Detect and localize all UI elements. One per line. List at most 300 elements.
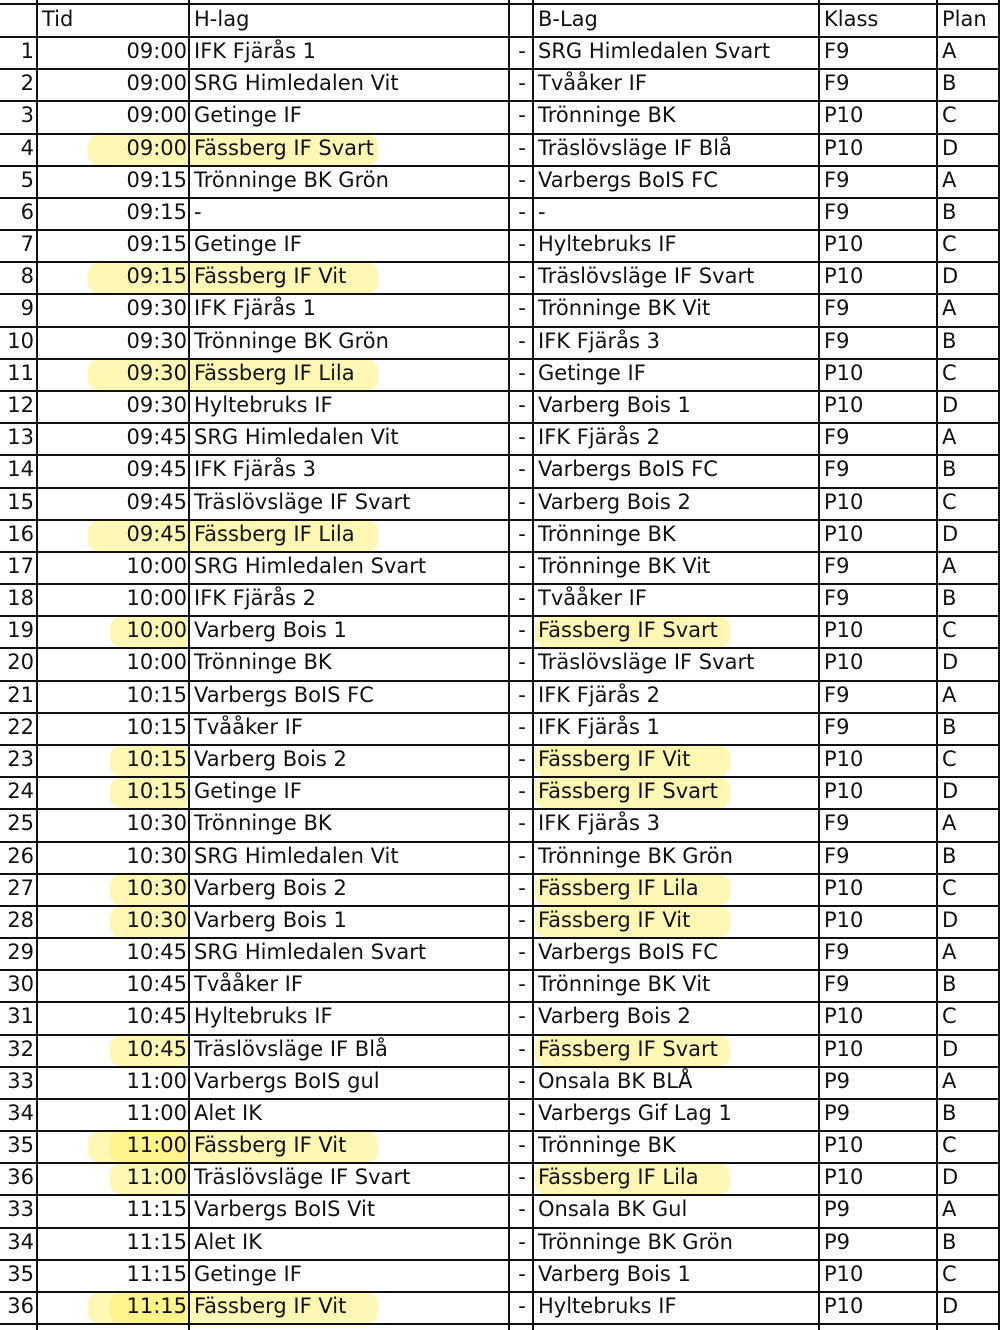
grid-row-line xyxy=(0,390,1000,392)
cell-tid: 10:15 xyxy=(126,746,187,771)
cell-plan: C xyxy=(942,746,957,771)
cell-blag: Varberg Bois 1 xyxy=(538,1261,691,1286)
cell-plan: C xyxy=(942,1133,957,1158)
cell-klass: P10 xyxy=(824,360,864,385)
cell-plan: B xyxy=(942,71,957,96)
cell-sep: - xyxy=(518,1100,526,1125)
cell-hlag: Fässberg IF Vit xyxy=(194,264,347,289)
cell-nr: 28 xyxy=(7,907,34,932)
cell-tid: 09:15 xyxy=(126,199,187,224)
cell-plan: D xyxy=(942,1165,959,1190)
cell-klass: P9 xyxy=(824,1100,851,1125)
cell-hlag: Getinge IF xyxy=(194,1261,302,1286)
cell-hlag: Alet IK xyxy=(194,1229,262,1254)
cell-blag: IFK Fjärås 3 xyxy=(538,811,660,836)
cell-blag: Varberg Bois 2 xyxy=(538,1004,691,1029)
cell-plan: C xyxy=(942,1004,957,1029)
cell-blag: Fässberg IF Svart xyxy=(538,1036,718,1061)
cell-tid: 09:15 xyxy=(126,232,187,257)
header-hlag: H-lag xyxy=(194,7,250,31)
cell-klass: P10 xyxy=(824,521,864,546)
cell-tid: 10:45 xyxy=(126,972,187,997)
cell-plan: A xyxy=(942,811,957,836)
header-klass: Klass xyxy=(824,7,879,31)
cell-klass: P10 xyxy=(824,135,864,160)
cell-nr: 22 xyxy=(7,714,34,739)
cell-nr: 3 xyxy=(20,103,34,128)
cell-klass: P10 xyxy=(824,489,864,514)
cell-sep: - xyxy=(518,972,526,997)
cell-tid: 11:15 xyxy=(126,1261,187,1286)
cell-tid: 09:15 xyxy=(126,264,187,289)
cell-hlag: Varbergs BoIS gul xyxy=(194,1068,380,1093)
cell-hlag: Trönninge BK xyxy=(194,650,332,675)
cell-hlag: Träslövsläge IF Blå xyxy=(194,1036,388,1061)
cell-tid: 11:00 xyxy=(126,1165,187,1190)
cell-nr: 5 xyxy=(20,167,34,192)
cell-hlag: Getinge IF xyxy=(194,103,302,128)
cell-nr: 34 xyxy=(7,1229,34,1254)
cell-hlag: Alet IK xyxy=(194,1100,262,1125)
cell-sep: - xyxy=(518,457,526,482)
cell-sep: - xyxy=(518,199,526,224)
grid-row-line xyxy=(0,3,1000,5)
cell-tid: 10:45 xyxy=(126,1036,187,1061)
cell-blag: IFK Fjärås 2 xyxy=(538,682,660,707)
cell-hlag: Fässberg IF Vit xyxy=(194,1294,347,1319)
cell-hlag: Getinge IF xyxy=(194,779,302,804)
cell-tid: 11:15 xyxy=(126,1294,187,1319)
cell-tid: 10:00 xyxy=(126,618,187,643)
cell-plan: C xyxy=(942,103,957,128)
cell-klass: F9 xyxy=(824,682,850,707)
cell-klass: F9 xyxy=(824,714,850,739)
cell-tid: 09:30 xyxy=(126,392,187,417)
cell-nr: 11 xyxy=(7,360,34,385)
cell-klass: P10 xyxy=(824,907,864,932)
cell-blag: Trönninge BK xyxy=(538,521,676,546)
cell-blag: Trönninge BK Vit xyxy=(538,553,711,578)
cell-sep: - xyxy=(518,264,526,289)
cell-plan: B xyxy=(942,199,957,224)
cell-tid: 10:30 xyxy=(126,843,187,868)
cell-sep: - xyxy=(518,296,526,321)
cell-blag: Fässberg IF Lila xyxy=(538,875,699,900)
cell-hlag: Trönninge BK xyxy=(194,811,332,836)
cell-plan: A xyxy=(942,425,957,450)
cell-tid: 10:30 xyxy=(126,875,187,900)
cell-klass: F9 xyxy=(824,296,850,321)
cell-sep: - xyxy=(518,746,526,771)
cell-blag: Varbergs BoIS FC xyxy=(538,167,718,192)
cell-blag: SRG Himledalen Svart xyxy=(538,39,771,63)
grid-row-line xyxy=(0,133,1000,135)
cell-sep: - xyxy=(518,1068,526,1093)
cell-sep: - xyxy=(518,875,526,900)
grid-row-line xyxy=(0,1227,1000,1229)
grid-row-line xyxy=(0,1001,1000,1003)
header-plan: Plan xyxy=(942,7,987,31)
cell-sep: - xyxy=(518,714,526,739)
cell-sep: - xyxy=(518,1197,526,1222)
cell-plan: B xyxy=(942,457,957,482)
cell-plan: C xyxy=(942,875,957,900)
cell-klass: F9 xyxy=(824,586,850,611)
cell-hlag: SRG Himledalen Vit xyxy=(194,425,399,450)
header-blag: B-Lag xyxy=(538,7,598,31)
grid-row-line xyxy=(0,1291,1000,1293)
cell-sep: - xyxy=(518,167,526,192)
cell-blag: Fässberg IF Vit xyxy=(538,907,691,932)
cell-blag: Hyltebruks IF xyxy=(538,1294,677,1319)
cell-plan: C xyxy=(942,360,957,385)
cell-blag: IFK Fjärås 1 xyxy=(538,714,660,739)
cell-tid: 09:45 xyxy=(126,457,187,482)
cell-plan: A xyxy=(942,553,957,578)
cell-blag: Trönninge BK Grön xyxy=(538,1229,733,1254)
cell-tid: 09:30 xyxy=(126,360,187,385)
cell-nr: 12 xyxy=(7,392,34,417)
grid-row-line xyxy=(0,1259,1000,1261)
grid-row-line xyxy=(0,744,1000,746)
cell-klass: P10 xyxy=(824,1036,864,1061)
cell-nr: 34 xyxy=(7,1100,34,1125)
cell-tid: 10:00 xyxy=(126,650,187,675)
cell-sep: - xyxy=(518,425,526,450)
cell-sep: - xyxy=(518,811,526,836)
cell-blag: Tvååker IF xyxy=(538,71,647,96)
cell-nr: 9 xyxy=(20,296,34,321)
grid-row-line xyxy=(0,1194,1000,1196)
grid-row-line xyxy=(0,519,1000,521)
grid-row-line xyxy=(0,1066,1000,1068)
grid-row-line xyxy=(0,422,1000,424)
cell-hlag: Trönninge BK Grön xyxy=(194,328,389,353)
cell-tid: 11:00 xyxy=(126,1133,187,1158)
cell-tid: 10:45 xyxy=(126,1004,187,1029)
cell-hlag: Varbergs BoIS FC xyxy=(194,682,374,707)
cell-sep: - xyxy=(518,328,526,353)
cell-klass: P10 xyxy=(824,746,864,771)
cell-hlag: - xyxy=(194,199,202,224)
cell-klass: F9 xyxy=(824,457,850,482)
cell-klass: F9 xyxy=(824,811,850,836)
cell-tid: 10:45 xyxy=(126,940,187,965)
cell-nr: 36 xyxy=(7,1165,34,1190)
grid-row-line xyxy=(0,229,1000,231)
cell-blag: - xyxy=(538,199,546,224)
cell-blag: Trönninge BK Grön xyxy=(538,843,733,868)
cell-hlag: Fässberg IF Vit xyxy=(194,1133,347,1158)
cell-tid: 09:00 xyxy=(126,135,187,160)
cell-blag: IFK Fjärås 3 xyxy=(538,328,660,353)
cell-sep: - xyxy=(518,1165,526,1190)
cell-hlag: Träslövsläge IF Svart xyxy=(194,1165,411,1190)
cell-plan: B xyxy=(942,1100,957,1125)
cell-klass: P10 xyxy=(824,103,864,128)
cell-klass: P10 xyxy=(824,650,864,675)
cell-blag: Trönninge BK xyxy=(538,103,676,128)
grid-row-line xyxy=(0,905,1000,907)
cell-hlag: Tvååker IF xyxy=(194,972,303,997)
grid-col-line xyxy=(936,0,938,1330)
cell-plan: B xyxy=(942,1229,957,1254)
header-sep xyxy=(510,4,534,36)
cell-plan: A xyxy=(942,39,957,63)
cell-tid: 10:15 xyxy=(126,714,187,739)
grid-row-line xyxy=(0,712,1000,714)
cell-blag: Fässberg IF Lila xyxy=(538,1165,699,1190)
cell-nr: 36 xyxy=(7,1294,34,1319)
cell-plan: D xyxy=(942,650,959,675)
cell-sep: - xyxy=(518,907,526,932)
cell-nr: 35 xyxy=(7,1261,34,1286)
cell-blag: Varbergs BoIS FC xyxy=(538,940,718,965)
cell-plan: B xyxy=(942,714,957,739)
cell-klass: P10 xyxy=(824,232,864,257)
cell-klass: P10 xyxy=(824,779,864,804)
cell-blag: Getinge IF xyxy=(538,360,646,385)
grid-row-line xyxy=(0,841,1000,843)
grid-row-line xyxy=(0,615,1000,617)
cell-plan: D xyxy=(942,392,959,417)
cell-klass: P10 xyxy=(824,875,864,900)
cell-plan: A xyxy=(942,167,957,192)
cell-blag: Hyltebruks IF xyxy=(538,232,677,257)
grid-row-line xyxy=(0,1034,1000,1036)
cell-plan: D xyxy=(942,135,959,160)
cell-nr: 24 xyxy=(7,779,34,804)
cell-sep: - xyxy=(518,521,526,546)
cell-hlag: IFK Fjärås 1 xyxy=(194,39,316,63)
cell-klass: F9 xyxy=(824,39,850,63)
header-nr xyxy=(0,4,38,36)
cell-sep: - xyxy=(518,779,526,804)
cell-tid: 09:30 xyxy=(126,328,187,353)
cell-tid: 09:00 xyxy=(126,103,187,128)
cell-tid: 10:15 xyxy=(126,682,187,707)
grid-row-line xyxy=(0,326,1000,328)
cell-sep: - xyxy=(518,1036,526,1061)
cell-nr: 30 xyxy=(7,972,34,997)
cell-hlag: SRG Himledalen Vit xyxy=(194,71,399,96)
cell-blag: Trönninge BK Vit xyxy=(538,972,711,997)
grid-col-line xyxy=(532,0,534,1330)
cell-tid: 11:15 xyxy=(126,1229,187,1254)
cell-tid: 10:15 xyxy=(126,779,187,804)
cell-tid: 11:00 xyxy=(126,1068,187,1093)
cell-klass: P10 xyxy=(824,1133,864,1158)
cell-nr: 25 xyxy=(7,811,34,836)
header-tid: Tid xyxy=(42,7,74,31)
cell-klass: P10 xyxy=(824,1294,864,1319)
cell-klass: F9 xyxy=(824,328,850,353)
cell-klass: P9 xyxy=(824,1068,851,1093)
grid-row-line xyxy=(0,1323,1000,1325)
cell-klass: P10 xyxy=(824,618,864,643)
cell-blag: Trönninge BK Vit xyxy=(538,296,711,321)
cell-nr: 31 xyxy=(7,1004,34,1029)
cell-blag: Träslövsläge IF Svart xyxy=(538,650,755,675)
cell-hlag: Fässberg IF Svart xyxy=(194,135,374,160)
cell-plan: C xyxy=(942,489,957,514)
cell-hlag: IFK Fjärås 3 xyxy=(194,457,316,482)
cell-hlag: Varberg Bois 1 xyxy=(194,618,347,643)
grid-row-line xyxy=(0,165,1000,167)
cell-plan: A xyxy=(942,296,957,321)
cell-klass: F9 xyxy=(824,553,850,578)
grid-row-line xyxy=(0,100,1000,102)
grid-row-line xyxy=(0,487,1000,489)
grid-col-line xyxy=(818,0,820,1330)
cell-plan: D xyxy=(942,907,959,932)
grid-row-line xyxy=(0,36,1000,38)
cell-plan: D xyxy=(942,264,959,289)
cell-tid: 09:45 xyxy=(126,489,187,514)
cell-nr: 23 xyxy=(7,746,34,771)
cell-sep: - xyxy=(518,553,526,578)
cell-nr: 32 xyxy=(7,1036,34,1061)
cell-sep: - xyxy=(518,1004,526,1029)
cell-klass: F9 xyxy=(824,425,850,450)
cell-tid: 10:30 xyxy=(126,907,187,932)
grid-row-line xyxy=(0,647,1000,649)
cell-klass: F9 xyxy=(824,972,850,997)
grid-row-line xyxy=(0,454,1000,456)
cell-nr: 7 xyxy=(20,232,34,257)
grid-row-line xyxy=(0,551,1000,553)
cell-nr: 29 xyxy=(7,940,34,965)
cell-nr: 33 xyxy=(7,1197,34,1222)
cell-hlag: Hyltebruks IF xyxy=(194,1004,333,1029)
cell-tid: 11:15 xyxy=(126,1197,187,1222)
cell-sep: - xyxy=(518,940,526,965)
cell-nr: 20 xyxy=(7,650,34,675)
cell-hlag: Trönninge BK Grön xyxy=(194,167,389,192)
cell-sep: - xyxy=(518,650,526,675)
cell-klass: F9 xyxy=(824,843,850,868)
cell-plan: A xyxy=(942,1197,957,1222)
cell-plan: D xyxy=(942,1036,959,1061)
grid-col-line xyxy=(508,0,510,1330)
grid-row-line xyxy=(0,1098,1000,1100)
grid-row-line xyxy=(0,873,1000,875)
cell-klass: P10 xyxy=(824,1261,864,1286)
cell-klass: P10 xyxy=(824,1004,864,1029)
cell-blag: Onsala BK Gul xyxy=(538,1197,688,1222)
cell-klass: P10 xyxy=(824,264,864,289)
cell-plan: D xyxy=(942,1294,959,1319)
cell-sep: - xyxy=(518,843,526,868)
grid-row-line xyxy=(0,261,1000,263)
cell-nr: 33 xyxy=(7,1068,34,1093)
cell-tid: 09:00 xyxy=(126,39,187,63)
grid-row-line xyxy=(0,68,1000,70)
cell-sep: - xyxy=(518,489,526,514)
cell-hlag: Fässberg IF Lila xyxy=(194,521,355,546)
grid-row-line xyxy=(0,680,1000,682)
cell-hlag: Varberg Bois 2 xyxy=(194,746,347,771)
cell-nr: 14 xyxy=(7,457,34,482)
cell-klass: F9 xyxy=(824,167,850,192)
cell-plan: C xyxy=(942,232,957,257)
cell-blag: Träslövsläge IF Svart xyxy=(538,264,755,289)
cell-hlag: Hyltebruks IF xyxy=(194,392,333,417)
grid-row-line xyxy=(0,776,1000,778)
cell-blag: Varbergs BoIS FC xyxy=(538,457,718,482)
cell-blag: Varbergs Gif Lag 1 xyxy=(538,1100,732,1125)
cell-hlag: Getinge IF xyxy=(194,232,302,257)
grid-row-line xyxy=(0,197,1000,199)
cell-nr: 35 xyxy=(7,1133,34,1158)
cell-sep: - xyxy=(518,1133,526,1158)
cell-sep: - xyxy=(518,618,526,643)
grid-row-line xyxy=(0,583,1000,585)
cell-klass: P9 xyxy=(824,1197,851,1222)
cell-tid: 10:30 xyxy=(126,811,187,836)
cell-tid: 09:45 xyxy=(126,521,187,546)
cell-sep: - xyxy=(518,232,526,257)
cell-hlag: Tvååker IF xyxy=(194,714,303,739)
cell-nr: 2 xyxy=(20,71,34,96)
cell-plan: A xyxy=(942,940,957,965)
cell-hlag: IFK Fjärås 1 xyxy=(194,296,316,321)
cell-nr: 17 xyxy=(7,553,34,578)
cell-tid: 09:00 xyxy=(126,71,187,96)
cell-blag: Fässberg IF Svart xyxy=(538,618,718,643)
cell-plan: A xyxy=(942,1068,957,1093)
grid-col-line xyxy=(188,0,190,1330)
cell-tid: 10:00 xyxy=(126,586,187,611)
cell-sep: - xyxy=(518,135,526,160)
cell-blag: Träslövsläge IF Blå xyxy=(538,135,732,160)
cell-klass: F9 xyxy=(824,940,850,965)
cell-klass: F9 xyxy=(824,71,850,96)
cell-sep: - xyxy=(518,39,526,63)
cell-nr: 26 xyxy=(7,843,34,868)
cell-nr: 16 xyxy=(7,521,34,546)
cell-klass: P10 xyxy=(824,392,864,417)
cell-nr: 21 xyxy=(7,682,34,707)
cell-tid: 11:00 xyxy=(126,1100,187,1125)
cell-blag: Fässberg IF Svart xyxy=(538,779,718,804)
cell-klass: P9 xyxy=(824,1229,851,1254)
cell-plan: B xyxy=(942,586,957,611)
cell-tid: 09:15 xyxy=(126,167,187,192)
cell-nr: 4 xyxy=(20,135,34,160)
cell-sep: - xyxy=(518,71,526,96)
cell-blag: Fässberg IF Vit xyxy=(538,746,691,771)
cell-sep: - xyxy=(518,682,526,707)
grid-row-line xyxy=(0,358,1000,360)
cell-sep: - xyxy=(518,1261,526,1286)
cell-nr: 10 xyxy=(7,328,34,353)
cell-hlag: SRG Himledalen Svart xyxy=(194,553,427,578)
cell-blag: Tvååker IF xyxy=(538,586,647,611)
grid-row-line xyxy=(0,1130,1000,1132)
cell-nr: 6 xyxy=(20,199,34,224)
cell-hlag: SRG Himledalen Svart xyxy=(194,940,427,965)
cell-plan: A xyxy=(942,682,957,707)
cell-nr: 18 xyxy=(7,586,34,611)
cell-sep: - xyxy=(518,586,526,611)
cell-plan: C xyxy=(942,1261,957,1286)
cell-plan: D xyxy=(942,779,959,804)
cell-plan: B xyxy=(942,843,957,868)
cell-klass: F9 xyxy=(824,199,850,224)
cell-blag: Varberg Bois 2 xyxy=(538,489,691,514)
grid-row-line xyxy=(0,1162,1000,1164)
